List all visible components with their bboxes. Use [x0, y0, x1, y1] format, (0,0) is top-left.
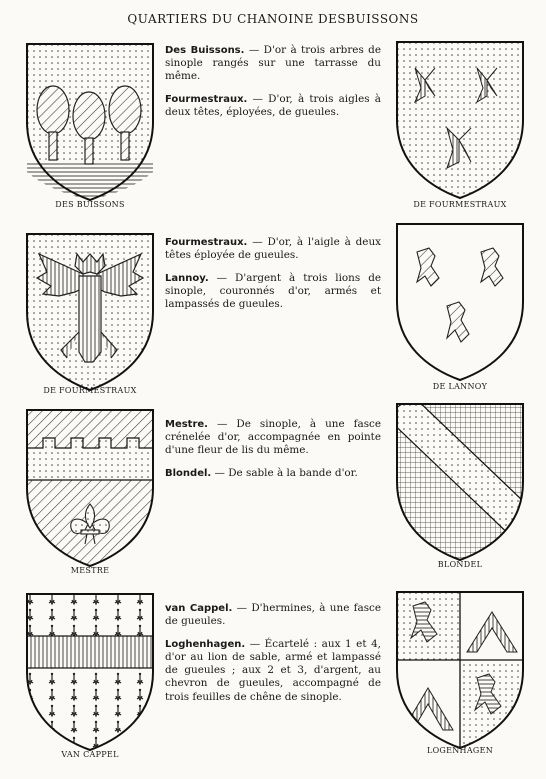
blazon-name-blondel: Blondel.	[165, 468, 212, 480]
blazon-text-vancappel: — D'hermines, à une fasce de gueules.	[165, 602, 381, 628]
blazon-name-desbuissons: Des Buissons.	[165, 45, 245, 56]
blondel-shield	[395, 402, 525, 562]
blazon-name-lannoy: Lannoy.	[165, 273, 209, 285]
blazon-text-desbuissons: — D'or à trois arbres de sinople rangés sur une tarrasse du même.	[165, 44, 381, 83]
caption-fourmestraux-2: DE FOURMESTRAUX	[43, 386, 137, 395]
desbuissons-shield	[25, 42, 155, 202]
blazon-text-fourmestraux-1: — D'or, à trois aigles à deux têtes, éployées, de gueules.	[165, 93, 381, 119]
blazon-text-logenhagen: — Écartelé : aux 1 et 4, d'or au lion de sable, armé et lampassé de gueules ; aux 2 et 3, d'argent, au chevron de gueules, accompagné de trois feuilles de chêne de sinople.	[165, 638, 381, 703]
caption-logenhagen: LOGENHAGEN	[426, 746, 494, 755]
caption-fourmestraux-1: DE FOURMESTRAUX	[413, 200, 507, 209]
caption-desbuissons: DES BUISSONS	[55, 200, 125, 209]
logenhagen-shield	[395, 590, 525, 750]
vancappel-shield	[25, 592, 155, 752]
blazon-text-mestre: — De sinople, à une fasce crénelée d'or, accompagnée en pointe d'une fleur de lis du même.	[165, 418, 381, 457]
fourmestraux-three-eagles-shield	[395, 40, 525, 200]
caption-blondel: BLONDEL	[437, 560, 483, 569]
blazon-name-mestre: Mestre.	[165, 419, 208, 430]
fourmestraux-eagle-shield	[25, 232, 155, 392]
blazon-block-row4	[165, 602, 381, 714]
lannoy-shield	[395, 222, 525, 382]
blazon-text-lannoy: — D'argent à trois lions de sinople, couronnés d'or, armés et lampassés de gueules.	[165, 272, 381, 311]
caption-mestre: MESTRE	[70, 566, 110, 575]
fess-icon	[27, 636, 153, 668]
blazon-name-fourmestraux-2: Fourmestraux.	[165, 237, 248, 248]
blazon-text-blondel: — De sable à la bande d'or.	[211, 467, 358, 480]
caption-lannoy: DE LANNOY	[432, 382, 488, 391]
blazon-name-fourmestraux-1: Fourmestraux.	[165, 94, 248, 106]
tree-icon	[37, 86, 141, 164]
page-title: QUARTIERS DU CHANOINE DESBUISSONS	[127, 12, 419, 26]
blazon-block-row2	[165, 236, 381, 321]
blazon-name-logenhagen: Loghenhagen.	[165, 639, 246, 651]
caption-vancappel: VAN CAPPEL	[61, 750, 119, 759]
blazon-text-fourmestraux-2: — D'or, à l'aigle à deux têtes éployée de gueules.	[165, 236, 381, 262]
blazon-block-row3	[165, 418, 381, 490]
mestre-shield	[25, 408, 155, 568]
blazon-name-vancappel: van Cappel.	[165, 603, 233, 614]
blazon-block-row1	[165, 44, 381, 129]
